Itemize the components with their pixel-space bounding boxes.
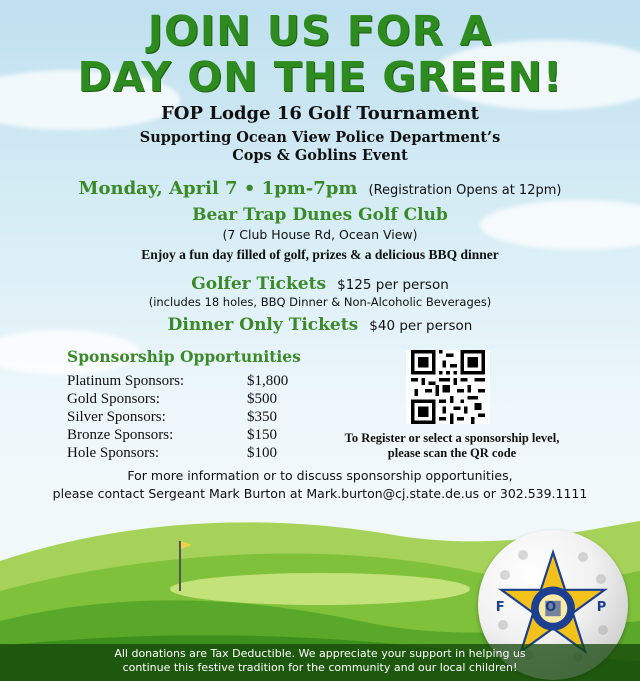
- sponsor-level-row: [67, 444, 301, 462]
- sponsor-level-name: Bronze Sponsors:: [67, 427, 174, 443]
- contact-line-1: For more information or to discuss sponsorship opportunities,: [127, 468, 513, 483]
- qr-caption: [322, 431, 582, 461]
- sponsor-level-price: $350: [247, 409, 277, 425]
- registration-qr-code[interactable]: [406, 350, 490, 424]
- venue-address: (7 Club House Rd, Ocean View): [222, 227, 418, 242]
- golfer-ticket-row: [0, 274, 640, 294]
- sponsor-level-name: Hole Sponsors:: [67, 445, 160, 461]
- contact-line-2: please contact Sergeant Mark Burton at Mark.burton@cj.state.de.us or 302.539.1111: [52, 486, 588, 501]
- sponsor-level-name: Silver Sponsors:: [67, 409, 166, 425]
- sponsor-level-name: Platinum Sponsors:: [67, 373, 185, 389]
- sponsor-level-name: Gold Sponsors:: [67, 391, 160, 407]
- dinner-ticket-price: $40 per person: [369, 318, 473, 334]
- fop-badge-letters: F O P: [495, 600, 625, 615]
- event-date-time: Monday, April 7 • 1pm-7pm: [78, 178, 358, 199]
- golfer-ticket-includes: (includes 18 holes, BBQ Dinner & Non-Alcoholic Beverages): [148, 295, 492, 309]
- event-tagline: Enjoy a fun day filled of golf, prizes & a delicious BBQ dinner: [141, 247, 499, 262]
- sponsor-level-price: $500: [247, 391, 277, 407]
- qr-caption-line-1: To Register or select a sponsorship level,: [344, 431, 560, 445]
- sponsorship-section: [67, 347, 301, 462]
- event-title: FOP Lodge 16 Golf Tournament: [161, 103, 479, 124]
- supporting-line-2: Cops & Goblins Event: [232, 147, 408, 164]
- supporting-line-1: Supporting Ocean View Police Department’s: [139, 129, 501, 146]
- sponsor-level-price: $100: [247, 445, 277, 461]
- golfer-ticket-price: $125 per person: [337, 277, 449, 293]
- registration-note: (Registration Opens at 12pm): [368, 183, 562, 198]
- dinner-ticket-row: [0, 315, 640, 335]
- qr-caption-line-2: please scan the QR code: [387, 446, 517, 460]
- date-time-row: [0, 178, 640, 199]
- sponsor-level-row: [67, 408, 301, 426]
- dinner-ticket-label: Dinner Only Tickets: [167, 315, 359, 335]
- venue-name: Bear Trap Dunes Golf Club: [192, 205, 448, 225]
- headline-line-1: JOIN US FOR A: [147, 7, 493, 55]
- sponsor-level-price: $150: [247, 427, 277, 443]
- sponsor-level-price: $1,800: [247, 373, 289, 389]
- headline-line-2: DAY ON THE GREEN!: [77, 53, 563, 101]
- footer-line-2: continue this festive tradition for the community and our local children!: [122, 661, 518, 674]
- sponsor-level-row: [67, 372, 301, 390]
- footer-line-1: All donations are Tax Deductible. We appreciate your support in helping us: [114, 647, 526, 660]
- sponsorship-heading: Sponsorship Opportunities: [67, 347, 301, 366]
- sponsor-level-row: [67, 390, 301, 408]
- golfer-ticket-label: Golfer Tickets: [191, 274, 327, 294]
- sponsor-level-row: [67, 426, 301, 444]
- footer-banner: [0, 644, 640, 681]
